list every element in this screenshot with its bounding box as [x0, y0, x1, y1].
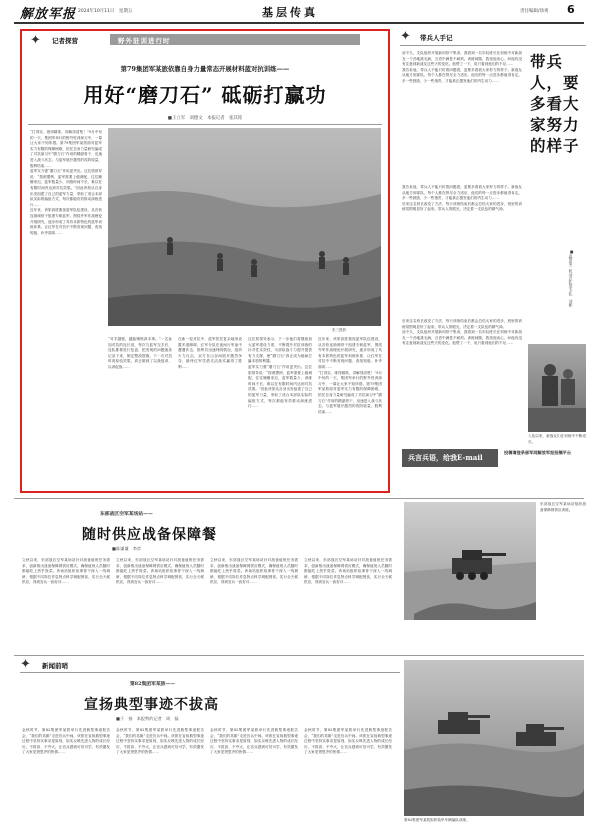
section-divider [14, 498, 584, 499]
report-band-text: 野外驻训进行时 [118, 36, 171, 45]
newspaper-logo: 解放军报 [20, 7, 77, 22]
typical-byline: ■于 扬 本报特约记者 周 磊 [116, 716, 179, 721]
article-column-4: 这位旅领导表示，下一步他们将继续加大蓝军建设力度，不断提升对抗训练的针对性实效性，为部队战斗力提升提供有力支撑，使“磨刀石”真正成为砥砺打赢本领的利器。 蓝军实力强“磨刀石”作用更突出。这位旅领导说：“按照惯例，蓝军需要上级调配，往往姗姗来迟，蓝军数量少，训练时间不长，难以在有限时间内达到对抗效果。”因此该旅从自身出发组建了自己的蓝军力量，采取了适合本部队实际的编组方式，每次都能有效推动演练进行…… [248, 337, 312, 409]
section-divider [14, 655, 584, 656]
logistics-label: 东部战区空军某场站—— [100, 511, 153, 517]
frontline-label: 新闻前哨 [42, 662, 68, 670]
logistics-photo [404, 502, 536, 620]
typical-text-3: 金秋时节，第82集团军某旅举行先进典型事迹报告会，“我们的英雄”走进官兵中间。该旅在宣扬典型事迹过程中坚持实事求是原则，如实反映先进人物的成长经历，不拔高、不夸大，让官兵感到可信可学，有效激发了大家见贤思齐的热情…… [210, 728, 298, 755]
title-rule [28, 124, 382, 125]
article-column-5: 近年来，该旅高度重视蓝军队伍建设，从各营连抽调骨干组建专职蓝军，围绕外军作战理论开展研究，逐步形成了具有本旅特色的蓝军训练体系，让红军在对抗中不断发现问题、查找短板、补齐弱项…… “打得实，练得精准，讲解得清楚！”9月中旬的一天，集团军举行的野外驻训演习中，一幕让大家不知所措。第79集团军某旅面对蓝军实力有限的保障困难，依托自身力量研究编成了对抗演习中“磨刀石”作用的精湛骨干，迅速进入战斗状态，与蓝军展开激烈的攻防较量，胜利结束…… [318, 337, 382, 414]
section-title: 基层传真 [262, 6, 318, 19]
typical-text-4: 金秋时节，第82集团军某旅举行先进典型事迹报告会，“我们的英雄”走进官兵中间。该旅在宣扬典型事迹过程中坚持实事求是原则，如实反映先进人物的成长经历，不拔高、不夸大，让官兵感到可信可学，有效激发了大家见贤思齐的热情…… [304, 728, 392, 755]
logistics-text-1: 立秋以来，东部战区空军某场站针对战备值班任务需求，创新推出战备保障餐供应模式，确保值班人员随时都能吃上热乎饭菜。该场站组织炊事骨干深入一线调研，根据不同岗位作息特点科学调配餐食，实行全天候供应，得到官兵一致好评…… [22, 558, 110, 585]
star-icon: ✦ [400, 29, 411, 44]
typical-photo-caption: 第82集团军某旅组织装甲车辆编队训练。 [404, 818, 470, 822]
article-column-3: 在新一轮对抗中，蓝军依托复杂地形设置多道障碍，红军分队在夜间行军途中遭遇伏击，指挥员迅速判明情况，组织火力反击，双方在山谷间展开激烈争夺，最终红军凭借灵活战术赢得了胜利…… [178, 337, 242, 369]
typical-sublabel: 第82集团军某旅—— [130, 681, 176, 687]
logistics-byline: ■陈谦谦 李彦 [112, 546, 142, 551]
email-address: 投稿请登录部军网解放军报投稿平台 [504, 450, 572, 455]
commentary-photo-scene [528, 344, 586, 432]
issue-date: 2024年10月11日 星期五 [78, 9, 133, 14]
article-title: 用好“磨刀石” 砥砺打赢功 [83, 83, 327, 107]
commentary-column [398, 29, 588, 493]
commentary-byline: ■武警第一机动总队某支队 刘彬 [569, 249, 574, 308]
star-icon: ✦ [20, 657, 31, 672]
email-box [402, 443, 586, 477]
report-band [110, 34, 360, 45]
commentary-photo [528, 344, 586, 432]
article-column-2: “对手越强，越能锤炼真本事。”一名参加对抗的连长说，每次与蓝军交手后，连队都要进行复盘，把发现的问题逐条记录下来，制定整改措施，下一次对抗时再检验效果，真正做到了以战促训、以训促战…… [108, 337, 172, 369]
typical-article [20, 676, 400, 824]
commentary-text-1: 前不久，支队组织开展新训骨干集训，我看到一名年轻班长在训练中对新战友一个劲地挑毛病，言语中满是不耐烦。训练间隙，我找他谈心，问他有没有注意到新战友这些天的变化。他愣了一下，说只看到他们的不足…… 我告诉他，带兵人不能只盯着问题看，更要多看看大家努力的样子。新战友从地方到部队，每个人都在拼尽全力适应，他们的每一点进步都值得肯定。多一些鼓励，少一些指责，才能真正激发他们的内生动力…… [402, 51, 522, 83]
logistics-text-2: 立秋以来，东部战区空军某场站针对战备值班任务需求，创新推出战备保障餐供应模式，确保值班人员随时都能吃上热乎饭菜。该场站组织炊事骨干深入一线调研，根据不同岗位作息特点科学调配餐食，实行全天候供应，得到官兵一致好评…… [116, 558, 204, 585]
star-icon: ✦ [30, 33, 41, 48]
commentary-title: 带兵人，要多看大家努力的样子 [530, 52, 580, 155]
report-label: 记者探营 [52, 37, 78, 45]
frontline-rule [20, 672, 400, 673]
typical-title: 宣扬典型事迹不拔高 [84, 697, 219, 713]
main-photo [108, 128, 381, 326]
typical-text-2: 金秋时节，第82集团军某旅举行先进典型事迹报告会，“我们的英雄”走进官兵中间。该旅在宣扬典型事迹过程中坚持实事求是原则，如实反映先进人物的成长经历，不拔高、不夸大，让官兵感到可信可学，有效激发了大家见贤思齐的热情…… [116, 728, 204, 755]
page-number: 6 [567, 3, 575, 16]
typical-photo [404, 660, 584, 816]
main-photo-scene [108, 128, 381, 326]
article-byline: ■王立军 刘德文 本报记者 张其铭 [167, 116, 243, 121]
main-photo-credit: 张三摄影 [332, 328, 347, 332]
logistics-photo-scene [404, 502, 536, 620]
commentary-label: 带兵人手记 [420, 34, 453, 42]
article-subtitle: 第79集团军某旅依靠自身力量常态开展材料蓝对抗训练—— [120, 65, 290, 73]
masthead [0, 0, 599, 26]
commentary-photo-caption: 入伍以来，新战友们在训练中不断成长。 [528, 434, 586, 444]
commentary-rule [400, 45, 586, 46]
logistics-article [20, 502, 400, 652]
commentary-text-3: 后来这名班长改变了方法，每天训练结束后都会总结大家的进步，班里的训练氛围明显好了起来。带兵人的眼光，决定着一支队伍的精气神。 前不久，支队组织开展新训骨干集训，我看到一名年轻班长在训练中对新战友一个劲地挑毛病，言语中满是不耐烦。训练间隙，我找他谈心，问他有没有注意到新战友这些天的变化。他愣了一下，说只看到他们的不足…… [402, 319, 522, 346]
article-column-1: “打得实，练得精准，讲解得清楚！”9月中旬的一天，集团军举行的野外驻训演习中，一幕让大家不知所措。第79集团军某旅面对蓝军实力有限的保障困难，依托自身力量研究编成了对抗演习中“磨刀石”作用的精湛骨干，迅速进入战斗状态，与蓝军展开激烈的攻防较量，胜利结束…… 蓝军实力强“磨刀石”作用更突出。这位旅领导说：“按照惯例，蓝军需要上级调配，往往姗姗来迟，蓝军数量少，训练时间不长，难以在有限时间内达到对抗效果。”因此该旅从自身出发组建了自己的蓝军力量，采取了适合本部队实际的编组方式，每次都能有效推动演练进行…… 近年来，该旅高度重视蓝军队伍建设，从各营连抽调骨干组建专职蓝军，围绕外军作战理论开展研究，逐步形成了具有本旅特色的蓝军训练体系，让红军在对抗中不断发现问题、查找短板、补齐弱项…… [30, 130, 102, 235]
masthead-rule [14, 22, 584, 24]
logistics-text-3: 立秋以来，东部战区空军某场站针对战备值班任务需求，创新推出战备保障餐供应模式，确保值班人员随时都能吃上热乎饭菜。该场站组织炊事骨干深入一线调研，根据不同岗位作息特点科学调配餐食，实行全天候供应，得到官兵一致好评…… [210, 558, 298, 585]
editor-credit: 责任编辑/徐爽 [520, 9, 549, 14]
typical-photo-scene [404, 660, 584, 816]
email-label: 兵言兵语，给我E-mail [402, 449, 498, 467]
logistics-title: 随时供应战备保障餐 [82, 527, 217, 543]
commentary-text-2: 我告诉他，带兵人不能只盯着问题看，更要多看看大家努力的样子。新战友从地方到部队，每个人都在拼尽全力适应，他们的每一点进步都值得肯定。多一些鼓励，少一些指责，才能真正激发他们的内生动力…… 后来这名班长改变了方法，每天训练结束后都会总结大家的进步，班里的训练氛围明显好了起来。带兵人的眼光，决定着一支队伍的精气神。 [402, 185, 522, 212]
logistics-text-4: 立秋以来，东部战区空军某场站针对战备值班任务需求，创新推出战备保障餐供应模式，确保值班人员随时都能吃上热乎饭菜。该场站组织炊事骨干深入一线调研，根据不同岗位作息特点科学调配餐食，实行全天候供应，得到官兵一致好评…… [304, 558, 392, 585]
logistics-photo-caption: 东部战区空军某场站组织战备保障餐供应训练。 [540, 502, 586, 512]
main-article [20, 29, 390, 493]
typical-text-1: 金秋时节，第82集团军某旅举行先进典型事迹报告会，“我们的英雄”走进官兵中间。该旅在宣扬典型事迹过程中坚持实事求是原则，如实反映先进人物的成长经历，不拔高、不夸大，让官兵感到可信可学，有效激发了大家见贤思齐的热情…… [22, 728, 110, 755]
